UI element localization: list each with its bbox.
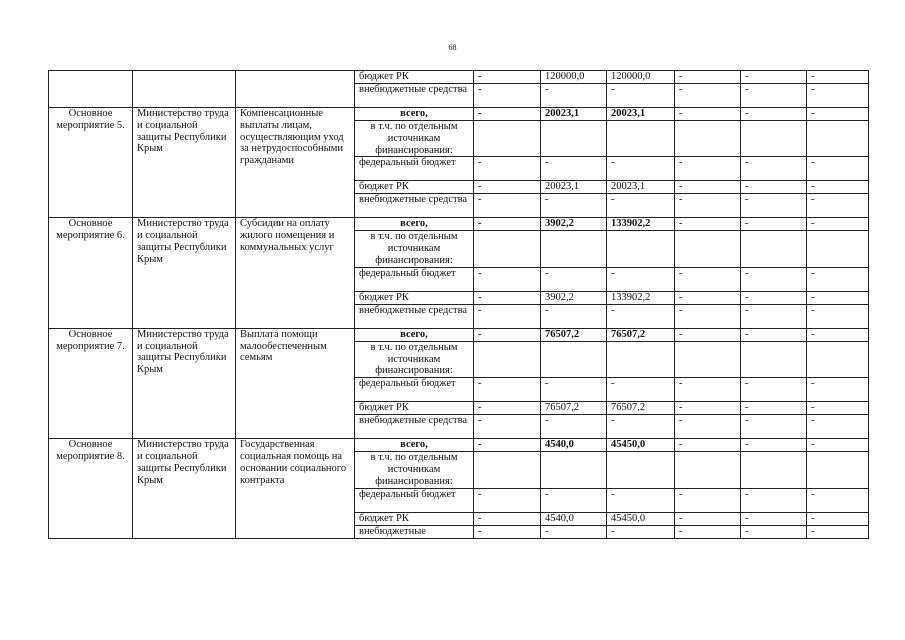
source-cell: в т.ч. по отдельным источникам финансирования:	[355, 231, 474, 267]
value-cell: -	[474, 402, 541, 415]
source-cell: бюджет РК	[355, 512, 474, 525]
value-cell: 20023,1	[607, 181, 675, 194]
source-cell: внебюджетные средства	[355, 84, 474, 108]
source-cell: бюджет РК	[355, 291, 474, 304]
name-cell	[236, 71, 355, 108]
value-cell	[807, 341, 869, 377]
value-cell: 3902,2	[541, 218, 607, 231]
value-cell: -	[675, 415, 741, 439]
value-cell: 76507,2	[607, 328, 675, 341]
value-cell: -	[607, 378, 675, 402]
value-cell: -	[807, 267, 869, 291]
source-cell: всего,	[355, 328, 474, 341]
value-cell: -	[807, 304, 869, 328]
value-cell: 4540,0	[541, 439, 607, 452]
executor-cell: Министерство труда и социальной защиты Республики Крым	[133, 328, 236, 438]
value-cell: -	[741, 488, 807, 512]
value-cell	[675, 121, 741, 157]
table-row	[49, 328, 869, 341]
value-cell: -	[541, 157, 607, 181]
value-cell: -	[607, 415, 675, 439]
value-cell: -	[807, 488, 869, 512]
value-cell: -	[607, 488, 675, 512]
event-cell: Основное мероприятие 5.	[49, 108, 133, 218]
value-cell: -	[675, 267, 741, 291]
value-cell: -	[474, 378, 541, 402]
value-cell: -	[675, 71, 741, 84]
value-cell: -	[675, 439, 741, 452]
value-cell: -	[741, 525, 807, 538]
executor-cell	[133, 71, 236, 108]
value-cell: -	[741, 402, 807, 415]
value-cell	[541, 231, 607, 267]
value-cell: -	[541, 415, 607, 439]
source-cell: в т.ч. по отдельным источникам финансирования:	[355, 121, 474, 157]
value-cell: -	[807, 378, 869, 402]
value-cell: -	[807, 84, 869, 108]
executor-cell: Министерство труда и социальной защиты Республики Крым	[133, 439, 236, 538]
value-cell: -	[474, 415, 541, 439]
value-cell: 120000,0	[607, 71, 675, 84]
value-cell: 45450,0	[607, 439, 675, 452]
value-cell: -	[675, 194, 741, 218]
value-cell: -	[474, 328, 541, 341]
value-cell	[741, 452, 807, 488]
value-cell: -	[541, 525, 607, 538]
value-cell	[807, 231, 869, 267]
name-cell: Государственная социальная помощь на основании социального контракта	[236, 439, 355, 538]
value-cell: -	[807, 157, 869, 181]
source-cell: бюджет РК	[355, 402, 474, 415]
value-cell: -	[474, 291, 541, 304]
value-cell	[741, 231, 807, 267]
value-cell: -	[675, 108, 741, 121]
value-cell: 4540,0	[541, 512, 607, 525]
value-cell: -	[474, 512, 541, 525]
source-cell: федеральный бюджет	[355, 378, 474, 402]
value-cell: -	[807, 181, 869, 194]
value-cell: -	[474, 218, 541, 231]
event-cell: Основное мероприятие 7.	[49, 328, 133, 438]
source-cell: внебюджетные	[355, 525, 474, 538]
value-cell: -	[474, 267, 541, 291]
value-cell	[474, 121, 541, 157]
event-cell: Основное мероприятие 8.	[49, 439, 133, 538]
value-cell	[474, 452, 541, 488]
value-cell: -	[541, 378, 607, 402]
value-cell	[607, 231, 675, 267]
value-cell: -	[675, 304, 741, 328]
value-cell	[474, 231, 541, 267]
source-cell: всего,	[355, 108, 474, 121]
value-cell	[675, 231, 741, 267]
value-cell: -	[474, 157, 541, 181]
value-cell: -	[741, 157, 807, 181]
source-cell: внебюджетные средства	[355, 415, 474, 439]
value-cell: -	[807, 108, 869, 121]
value-cell: -	[541, 304, 607, 328]
value-cell: -	[607, 267, 675, 291]
value-cell: -	[807, 512, 869, 525]
value-cell: 76507,2	[607, 402, 675, 415]
value-cell: -	[807, 328, 869, 341]
value-cell	[474, 341, 541, 377]
table-row	[49, 218, 869, 231]
name-cell: Субсидии на оплату жилого помещения и коммунальных услуг	[236, 218, 355, 328]
value-cell: -	[607, 304, 675, 328]
table-row	[49, 71, 869, 84]
value-cell: -	[541, 488, 607, 512]
value-cell	[675, 452, 741, 488]
value-cell: 20023,1	[541, 108, 607, 121]
value-cell: -	[474, 488, 541, 512]
value-cell	[541, 341, 607, 377]
value-cell: -	[675, 84, 741, 108]
source-cell: всего,	[355, 439, 474, 452]
value-cell: 20023,1	[607, 108, 675, 121]
page-number: 68	[448, 43, 457, 52]
source-cell: в т.ч. по отдельным источникам финансирования:	[355, 452, 474, 488]
value-cell: -	[741, 218, 807, 231]
value-cell: -	[807, 218, 869, 231]
value-cell	[607, 341, 675, 377]
value-cell: -	[675, 181, 741, 194]
value-cell: -	[741, 267, 807, 291]
value-cell: -	[675, 328, 741, 341]
executor-cell: Министерство труда и социальной защиты Республики Крым	[133, 218, 236, 328]
value-cell	[541, 121, 607, 157]
value-cell: -	[741, 378, 807, 402]
value-cell: -	[741, 291, 807, 304]
source-cell: бюджет РК	[355, 71, 474, 84]
value-cell	[741, 341, 807, 377]
value-cell: -	[474, 525, 541, 538]
value-cell: -	[741, 181, 807, 194]
value-cell: -	[474, 181, 541, 194]
value-cell: -	[741, 439, 807, 452]
value-cell: -	[675, 378, 741, 402]
value-cell: -	[474, 439, 541, 452]
value-cell: 120000,0	[541, 71, 607, 84]
value-cell: 133902,2	[607, 218, 675, 231]
value-cell: -	[675, 157, 741, 181]
value-cell: -	[807, 439, 869, 452]
value-cell	[741, 121, 807, 157]
value-cell: -	[675, 488, 741, 512]
value-cell: -	[807, 525, 869, 538]
value-cell: -	[741, 108, 807, 121]
value-cell	[607, 121, 675, 157]
event-cell	[49, 71, 133, 108]
value-cell: -	[675, 525, 741, 538]
value-cell: 20023,1	[541, 181, 607, 194]
source-cell: бюджет РК	[355, 181, 474, 194]
value-cell: -	[474, 108, 541, 121]
value-cell: 45450,0	[607, 512, 675, 525]
value-cell	[607, 452, 675, 488]
table-row	[49, 439, 869, 452]
budget-table	[48, 70, 869, 539]
value-cell: 3902,2	[541, 291, 607, 304]
value-cell	[807, 452, 869, 488]
value-cell	[807, 121, 869, 157]
event-cell: Основное мероприятие 6.	[49, 218, 133, 328]
value-cell: -	[741, 512, 807, 525]
executor-cell: Министерство труда и социальной защиты Республики Крым	[133, 108, 236, 218]
source-cell: внебюджетные средства	[355, 194, 474, 218]
value-cell: -	[741, 194, 807, 218]
value-cell: -	[741, 304, 807, 328]
table-row	[49, 108, 869, 121]
source-cell: федеральный бюджет	[355, 267, 474, 291]
source-cell: в т.ч. по отдельным источникам финансирования:	[355, 341, 474, 377]
value-cell: -	[807, 194, 869, 218]
value-cell: -	[607, 157, 675, 181]
value-cell: -	[675, 402, 741, 415]
value-cell: -	[807, 402, 869, 415]
value-cell: -	[675, 291, 741, 304]
value-cell: 76507,2	[541, 402, 607, 415]
name-cell: Компенсационные выплаты лицам, осуществляющим уход за нетрудоспособными гражданами	[236, 108, 355, 218]
value-cell: -	[607, 525, 675, 538]
value-cell: -	[807, 415, 869, 439]
value-cell	[675, 341, 741, 377]
value-cell: 76507,2	[541, 328, 607, 341]
source-cell: федеральный бюджет	[355, 157, 474, 181]
value-cell: -	[807, 71, 869, 84]
value-cell: -	[807, 291, 869, 304]
value-cell: -	[474, 71, 541, 84]
value-cell: -	[741, 84, 807, 108]
value-cell: -	[741, 415, 807, 439]
value-cell: -	[474, 194, 541, 218]
value-cell: -	[675, 512, 741, 525]
value-cell	[541, 452, 607, 488]
value-cell: 133902,2	[607, 291, 675, 304]
value-cell: -	[474, 84, 541, 108]
value-cell: -	[607, 194, 675, 218]
value-cell: -	[675, 218, 741, 231]
value-cell: -	[541, 84, 607, 108]
value-cell: -	[541, 267, 607, 291]
source-cell: всего,	[355, 218, 474, 231]
name-cell: Выплата помощи малообеспеченным семьям	[236, 328, 355, 438]
value-cell: -	[741, 71, 807, 84]
value-cell: -	[474, 304, 541, 328]
value-cell: -	[741, 328, 807, 341]
source-cell: федеральный бюджет	[355, 488, 474, 512]
value-cell: -	[541, 194, 607, 218]
value-cell: -	[607, 84, 675, 108]
source-cell: внебюджетные средства	[355, 304, 474, 328]
